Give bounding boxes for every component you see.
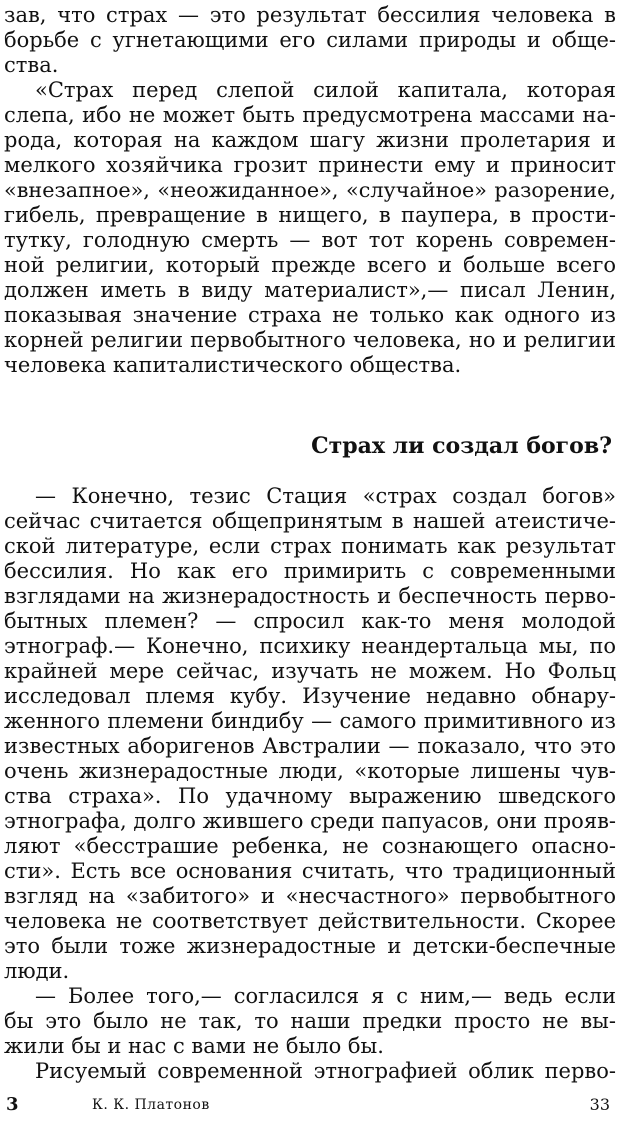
text-line: зав, что страх — это результат бессилия человека в xyxy=(4,3,616,27)
text-line: очень жизнерадостные люди, «которые лишены чув- xyxy=(4,759,616,783)
text-line: — Более того,— согласился я с ним,— ведь если xyxy=(35,984,616,1008)
text-line: этнографа, долго жившего среди папуасов, они прояв- xyxy=(4,809,616,833)
text-line: ства страха». По удачному выражению шведского xyxy=(4,784,616,808)
text-line: ской литературе, если страх понимать как результат xyxy=(4,534,616,558)
text-line: мелкого хозяйчика грозит принести ему и приносит xyxy=(4,153,616,177)
section-heading: Страх ли создал богов? xyxy=(311,433,612,459)
footer-author: К. К. Платонов xyxy=(92,1097,210,1113)
text-line: гибель, превращение в нищего, в паупера, в прости- xyxy=(4,203,616,227)
text-line: «внезапное», «неожиданное», «случайное» разорение, xyxy=(4,178,616,202)
text-line: жили бы и нас с вами не было бы. xyxy=(4,1034,384,1058)
text-line: женного племени биндибу — самого примитивного из xyxy=(4,709,616,733)
text-line: показывая значение страха не только как одного из xyxy=(4,303,616,327)
text-line: бы это было не так, то наши предки просто не вы- xyxy=(4,1009,616,1033)
text-line: это были тоже жизнерадостные и детски-беспечные xyxy=(4,934,616,958)
signature-mark: 3 xyxy=(6,1094,19,1115)
text-line: Рисуемый современной этнографией облик перво- xyxy=(35,1059,616,1083)
text-line: — Конечно, тезис Стация «страх создал богов» xyxy=(35,484,616,508)
text-line: бессилия. Но как его примирить с современными xyxy=(4,559,616,583)
text-line: бытных племен? — спросил как-то меня молодой xyxy=(4,609,616,633)
text-line: известных аборигенов Австралии — показало, что это xyxy=(4,734,616,758)
text-line: крайней мере сейчас, изучать не можем. Но Фольц xyxy=(4,659,616,683)
text-line: слепа, ибо не может быть предусмотрена массами на- xyxy=(4,103,616,127)
text-line: «Страх перед слепой силой капитала, которая xyxy=(35,78,616,102)
text-line: взгляд на «забитого» и «несчастного» первобытного xyxy=(4,884,616,908)
text-line: ства. xyxy=(4,53,59,77)
text-line: корней религии первобытного человека, но и религии xyxy=(4,328,616,352)
text-line: сейчас считается общепринятым в нашей атеистиче- xyxy=(4,509,616,533)
text-line: ляют «бесстрашие ребенка, не сознающего опасно- xyxy=(4,834,616,858)
text-line: тутку, голодную смерть — вот тот корень современ- xyxy=(4,228,616,252)
text-line: человека капиталистического общества. xyxy=(4,353,462,377)
text-line: взглядами на жизнерадостность и беспечность перво- xyxy=(4,584,616,608)
text-line: этнограф.— Конечно, психику неандертальца мы, по xyxy=(4,634,616,658)
text-line: человека не соответствует действительности. Скорее xyxy=(4,909,616,933)
page-number: 33 xyxy=(589,1095,610,1114)
text-line: должен иметь в виду материалист»,— писал Ленин, xyxy=(4,278,616,302)
text-line: рода, которая на каждом шагу жизни пролетария и xyxy=(4,128,616,152)
text-line: люди. xyxy=(4,959,70,983)
text-line: ной религии, который прежде всего и больше всего xyxy=(4,253,616,277)
text-line: исследовал племя кубу. Изучение недавно обнару- xyxy=(4,684,616,708)
text-line: борьбе с угнетающими его силами природы и обще- xyxy=(4,28,616,52)
text-line: сти». Есть все основания считать, что традиционный xyxy=(4,859,616,883)
